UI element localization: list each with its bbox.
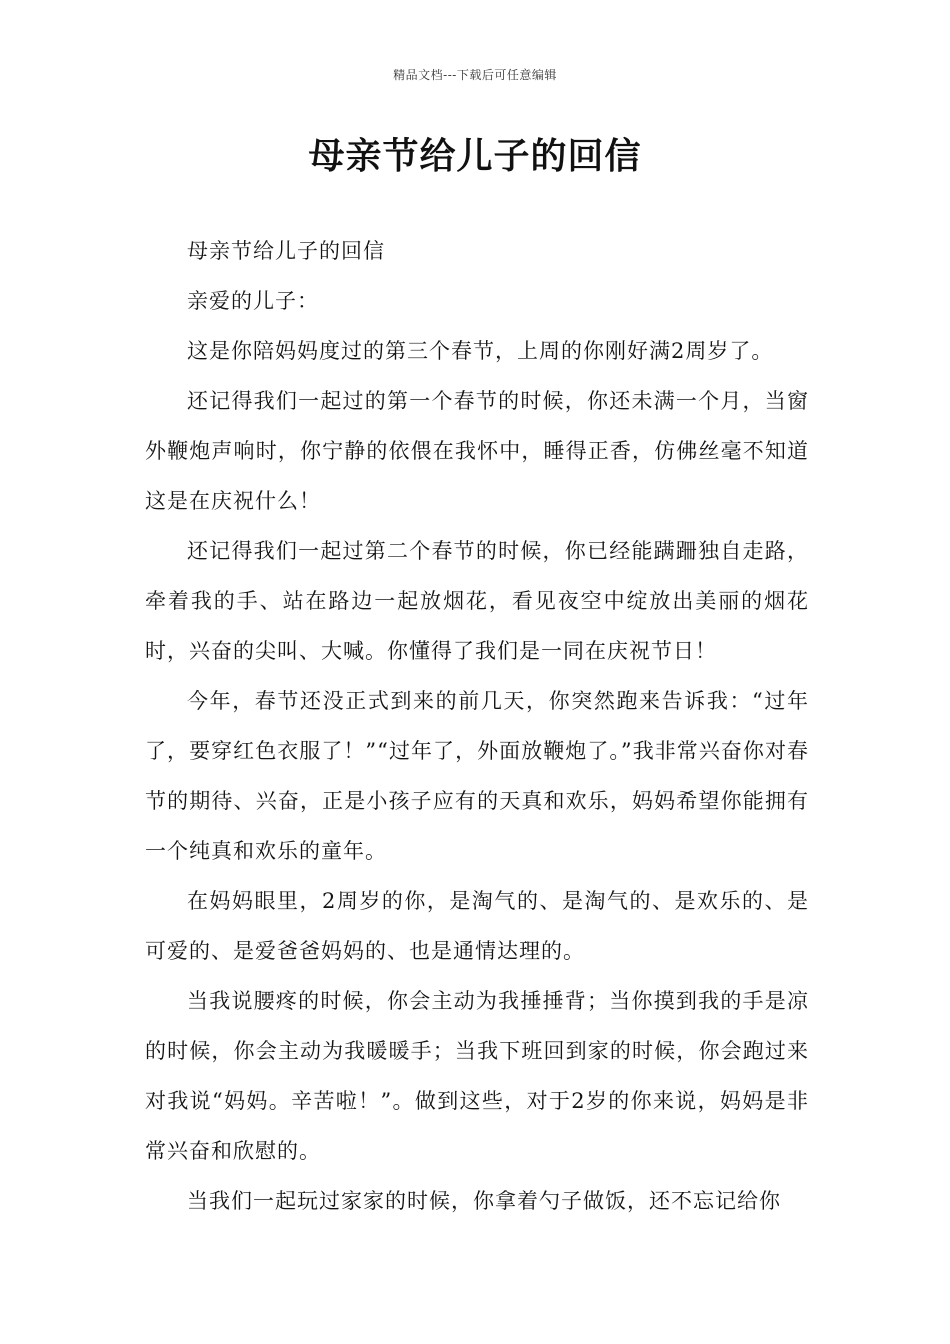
paragraph: 当我说腰疼的时候，你会主动为我捶捶背；当你摸到我的手是凉的时候，你会主动为我暖暖手；当我下班回到家的时候，你会跑过来对我说“妈妈。辛苦啦！”。做到这些，对于2岁的你来说，妈妈是非常兴奋和欣慰的。 <box>145 989 809 1163</box>
body-subtitle: 母亲节给儿子的回信 <box>187 239 385 263</box>
salutation: 亲爱的儿子： <box>187 289 319 313</box>
paragraph: 还记得我们一起过的第一个春节的时候，你还未满一个月，当窗外鞭炮声响时，你宁静的依偎在我怀中，睡得正香，仿佛丝毫不知道这是在庆祝什么！ <box>145 389 809 513</box>
paragraph: 今年，春节还没正式到来的前几天，你突然跑来告诉我：“过年了，要穿红色衣服了！”“过年了，外面放鞭炮了。”我非常兴奋你对春节的期待、兴奋，正是小孩子应有的天真和欢乐，妈妈希望你能拥有一个纯真和欢乐的童年。 <box>145 689 809 863</box>
paragraph: 还记得我们一起过第二个春节的时候，你已经能蹒跚独自走路，牵着我的手、站在路边一起放烟花，看见夜空中绽放出美丽的烟花时，兴奋的尖叫、大喊。你懂得了我们是一同在庆祝节日！ <box>145 539 809 663</box>
document-body <box>145 226 809 1226</box>
header-note: 精品文档---下载后可任意编辑 <box>393 68 557 82</box>
paragraph: 当我们一起玩过家家的时候，你拿着勺子做饭，还不忘记给你 <box>187 1189 781 1213</box>
document-title: 母亲节给儿子的回信 <box>308 136 642 177</box>
paragraph: 这是你陪妈妈度过的第三个春节，上周的你刚好满2周岁了。 <box>187 339 774 363</box>
paragraph: 在妈妈眼里，2周岁的你，是淘气的、是淘气的、是欢乐的、是可爱的、是爱爸爸妈妈的、也是通情达理的。 <box>145 889 809 963</box>
